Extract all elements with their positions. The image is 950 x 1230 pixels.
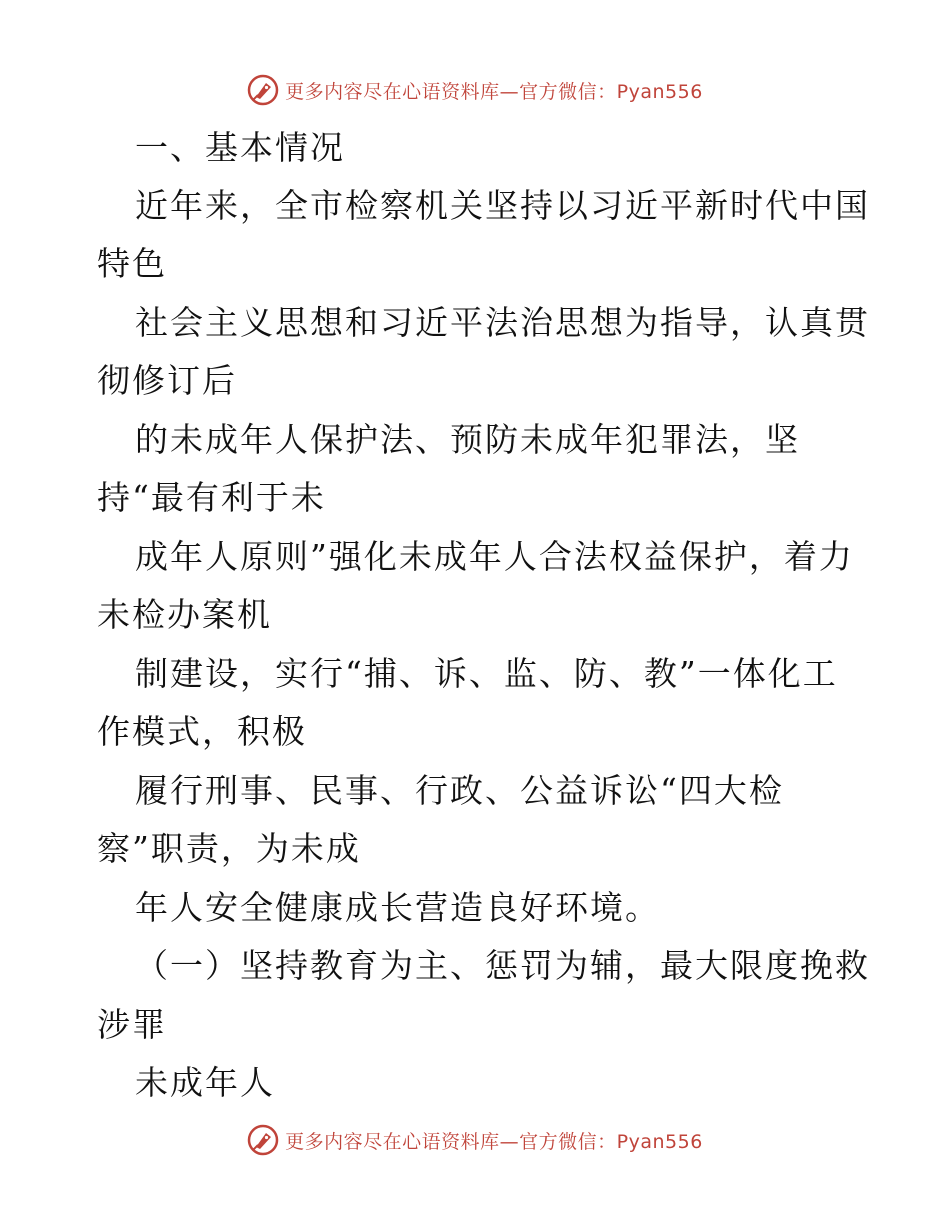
paragraph-line: 成年人原则”强化未成年人合法权益保护，着力 — [135, 537, 854, 576]
paragraph-line: 涉罪 — [97, 1005, 167, 1044]
paragraph-line: 察”职责，为未成 — [97, 829, 361, 868]
paragraph-line: 持“最有利于未 — [97, 478, 326, 517]
paragraph-line: 社会主义思想和习近平法治思想为指导，认真贯 — [135, 303, 870, 342]
paragraph-line: 制建设，实行“捕、诉、监、防、教”一体化工 — [135, 654, 838, 693]
paragraph-line: 履行刑事、民事、行政、公益诉讼“四大检 — [135, 771, 784, 810]
heading-basic-situation: 一、基本情况 — [135, 128, 345, 167]
paragraph-line: 年人安全健康成长营造良好环境。 — [135, 888, 660, 927]
paragraph-line: 的未成年人保护法、预防未成年犯罪法，坚 — [135, 420, 800, 459]
paragraph-line: 近年来，全市检察机关坚持以习近平新时代中国 — [135, 186, 870, 225]
watermark-text: 更多内容尽在心语资料库—官方微信：Pyan556 — [285, 1130, 703, 1153]
footer-watermark — [0, 1120, 950, 1160]
subheading-line: （一）坚持教育为主、惩罚为辅，最大限度挽救 — [135, 946, 870, 985]
pen-nib-logo-icon — [247, 1124, 279, 1156]
pen-nib-logo-icon — [247, 74, 279, 106]
paragraph-line: 未检办案机 — [97, 595, 272, 634]
paragraph-line: 彻修订后 — [97, 361, 237, 400]
paragraph-line: 特色 — [97, 244, 167, 283]
paragraph-line: 未成年人 — [135, 1063, 275, 1102]
paragraph-line: 作模式，积极 — [97, 712, 307, 751]
watermark-text: 更多内容尽在心语资料库—官方微信：Pyan556 — [285, 80, 703, 103]
header-watermark — [0, 70, 950, 110]
